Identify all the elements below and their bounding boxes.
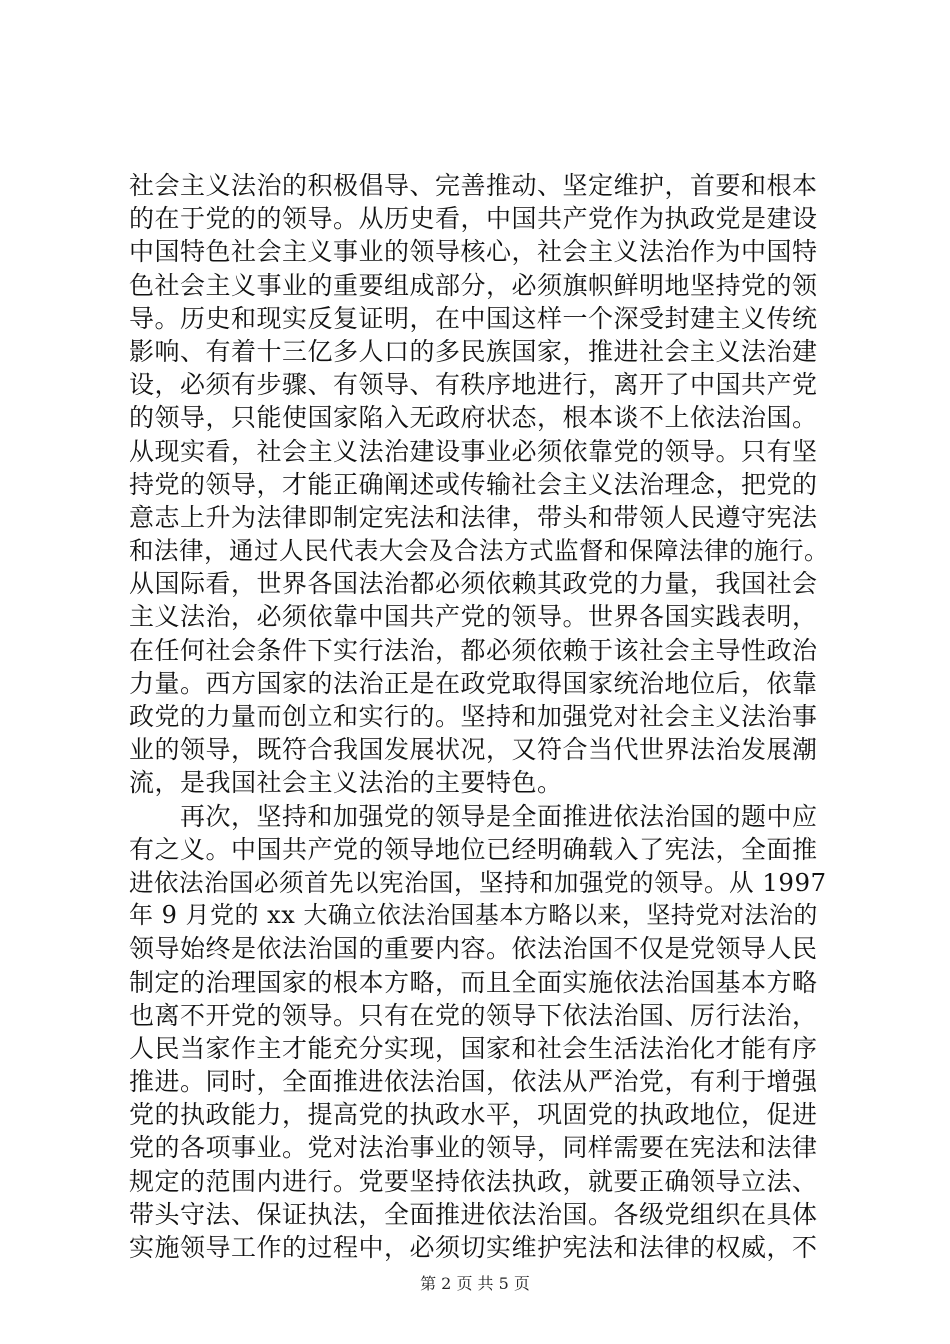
text-line: 有之义。中国共产党的领导地位已经明确载入了宪法，全面推 bbox=[129, 834, 818, 864]
text-line: 设，必须有步骤、有领导、有秩序地进行，离开了中国共产党 bbox=[129, 370, 818, 400]
text-line: 制定的治理国家的根本方略，而且全面实施依法治国基本方略 bbox=[129, 967, 818, 997]
page-footer: 第 2 页 共 5 页 bbox=[420, 1274, 530, 1293]
text-line: 中国特色社会主义事业的领导核心，社会主义法治作为中国特 bbox=[129, 237, 818, 267]
text-line: 年 9 月党的 xx 大确立依法治国基本方略以来，坚持党对法治的 bbox=[129, 901, 818, 930]
text-line: 影响、有着十三亿多人口的多民族国家，推进社会主义法治建 bbox=[129, 336, 818, 366]
text-line: 社会主义法治的积极倡导、完善推动、坚定维护，首要和根本 bbox=[129, 171, 818, 200]
text-line: 推进。同时，全面推进依法治国，依法从严治党，有利于增强 bbox=[129, 1067, 818, 1097]
text-line: 党的各项事业。党对法治事业的领导，同样需要在宪法和法律 bbox=[129, 1133, 818, 1163]
text-line: 业的领导，既符合我国发展状况，又符合当代世界法治发展潮 bbox=[129, 735, 818, 765]
text-line: 人民当家作主才能充分实现，国家和社会生活法治化才能有序 bbox=[129, 1033, 818, 1063]
text-line: 规定的范围内进行。党要坚持依法执政，就要正确领导立法、 bbox=[129, 1166, 818, 1196]
text-line: 导。历史和现实反复证明，在中国这样一个深受封建主义传统 bbox=[129, 303, 818, 333]
text-line: 色社会主义事业的重要组成部分，必须旗帜鲜明地坚持党的领 bbox=[129, 270, 818, 300]
text-line: 领导始终是依法治国的重要内容。依法治国不仅是党领导人民 bbox=[129, 934, 818, 964]
text-line: 政党的力量而创立和实行的。坚持和加强党对社会主义法治事 bbox=[129, 702, 818, 731]
text-line: 再次，坚持和加强党的领导是全面推进依法治国的题中应 bbox=[129, 801, 818, 831]
body-text bbox=[129, 169, 829, 1264]
text-line: 流，是我国社会主义法治的主要特色。 bbox=[129, 768, 563, 798]
text-line: 从现实看，社会主义法治建设事业必须依靠党的领导。只有坚 bbox=[129, 436, 818, 466]
text-line: 主义法治，必须依靠中国共产党的领导。世界各国实践表明， bbox=[129, 602, 818, 632]
text-line: 的在于党的的领导。从历史看，中国共产党作为执政党是建设 bbox=[129, 204, 818, 234]
text-line: 在任何社会条件下实行法治，都必须依赖于该社会主导性政治 bbox=[129, 635, 818, 665]
text-line: 持党的领导，才能正确阐述或传输社会主义法治理念，把党的 bbox=[129, 469, 818, 499]
text-line: 实施领导工作的过程中，必须切实维护宪法和法律的权威，不 bbox=[129, 1233, 818, 1262]
text-line: 和法律，通过人民代表大会及合法方式监督和保障法律的施行。 bbox=[129, 536, 829, 566]
text-line: 的领导，只能使国家陷入无政府状态，根本谈不上依法治国。 bbox=[129, 403, 818, 433]
text-line: 进依法治国必须首先以宪治国，坚持和加强党的领导。从 1997 bbox=[129, 867, 827, 897]
text-line: 也离不开党的领导。只有在党的领导下依法治国、厉行法治， bbox=[129, 1000, 818, 1030]
text-line: 意志上升为法律即制定宪法和法律，带头和带领人民遵守宪法 bbox=[129, 502, 818, 532]
text-line: 带头守法、保证执法，全面推进依法治国。各级党组织在具体 bbox=[129, 1199, 818, 1229]
text-line: 从国际看，世界各国法治都必须依赖其政党的力量，我国社会 bbox=[129, 569, 818, 599]
text-line: 党的执政能力，提高党的执政水平，巩固党的执政地位，促进 bbox=[129, 1100, 818, 1130]
text-line: 力量。西方国家的法治正是在政党取得国家统治地位后，依靠 bbox=[129, 668, 818, 698]
